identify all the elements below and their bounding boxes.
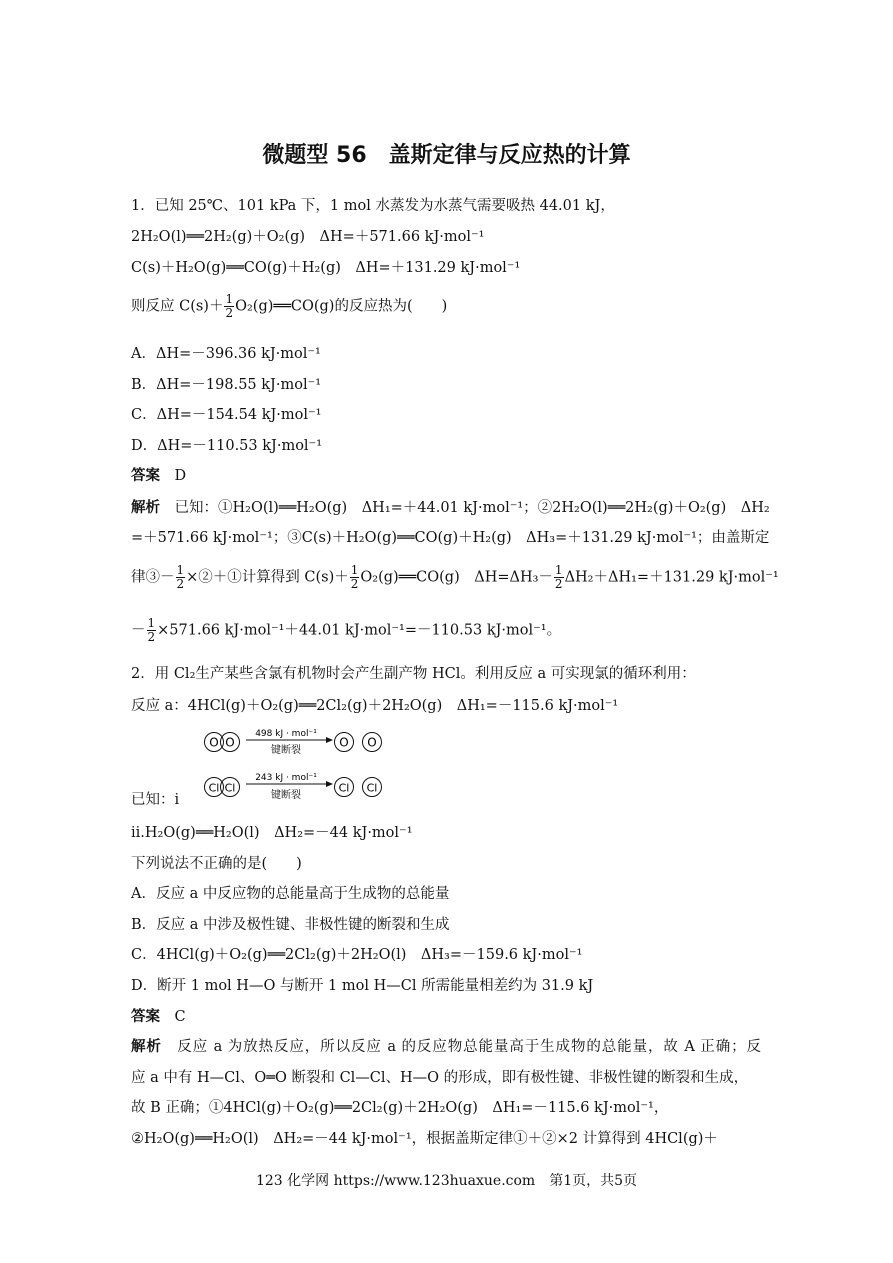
q2-reaction-a: 反应 a：4HCl(g)＋O₂(g)══2Cl₂(g)＋2H₂O(g) ΔH₁=－115.6 kJ·mol⁻¹	[131, 698, 619, 714]
q2-known-ii: ⅱ.H₂O(g)══H₂O(l) ΔH₂=－44 kJ·mol⁻¹	[131, 825, 413, 841]
q2-analysis-line-1: 解析 反应 a 为放热反应，所以反应 a 的反应物总能量高于生成物的总能量，故 A 正确；反	[131, 1038, 762, 1055]
page-footer: 123 化学网 https://www.123huaxue.com 第1页，共5页	[255, 1173, 638, 1189]
analysis-label: 解析	[131, 499, 160, 516]
q2-stem: 2．用 Cl₂生产某些含氯有机物时会产生副产物 HCl。利用反应 a 可实现氯的循环利用：	[131, 666, 696, 682]
q2-option-d: D．断开 1 mol H—O 与断开 1 mol H—Cl 所需能量相差约为 31.9 kJ	[131, 978, 594, 994]
q1-option-b: B．ΔH=－198.55 kJ·mol⁻¹	[131, 377, 322, 393]
q2-option-c: C．4HCl(g)＋O₂(g)══2Cl₂(g)＋2H₂O(l) ΔH₃=－159.6 kJ·mol⁻¹	[131, 947, 583, 963]
atom-o: O	[339, 735, 349, 750]
q1-stem: 1．已知 25℃、101 kPa 下，1 mol 水蒸发为水蒸气需要吸热 44.01 kJ，	[131, 198, 615, 214]
q2-analysis-line-3: 故 B 正确；①4HCl(g)＋O₂(g)══2Cl₂(g)＋2H₂O(g) ΔH₁=－115.6 kJ·mol⁻¹，	[131, 1100, 669, 1116]
q1-question-pre: 则反应 C(s)＋	[131, 298, 224, 315]
q1-answer	[131, 467, 186, 485]
q1-question	[131, 293, 447, 320]
answer-value: C	[174, 1009, 186, 1025]
arrow-right-icon	[326, 781, 333, 787]
bond-break-label: 键断裂	[271, 790, 301, 801]
q1-equation-1: 2H₂O(l)══2H₂(g)＋O₂(g) ΔH=＋571.66 kJ·mol⁻¹	[131, 229, 485, 245]
bond-breaking-diagram	[200, 725, 400, 807]
oxygen-atoms	[335, 733, 382, 752]
fraction-half: $\frac{1}{2}$	[176, 563, 185, 591]
atom-o: O	[209, 735, 219, 750]
answer-value: D	[174, 468, 187, 484]
atom-cl: Cl	[224, 781, 236, 795]
chlorine-atoms	[335, 778, 382, 797]
chlorine-molecule	[205, 778, 240, 797]
q2-option-b: B．反应 a 中涉及极性键、非极性键的断裂和生成	[131, 917, 450, 933]
q1-analysis-line-2: =＋571.66 kJ·mol⁻¹；③C(s)＋H₂O(g)══CO(g)＋H₂(g) ΔH₃=＋131.29 kJ·mol⁻¹；由盖斯定	[131, 530, 770, 546]
atom-o: O	[225, 735, 235, 750]
atom-cl: Cl	[338, 781, 350, 795]
q1-option-c: C．ΔH=－154.54 kJ·mol⁻¹	[131, 407, 322, 423]
atom-cl: Cl	[208, 781, 220, 795]
answer-label: 答案	[131, 1008, 160, 1025]
oxygen-molecule	[205, 733, 240, 752]
q2-known: 已知：ⅰ	[131, 792, 180, 808]
atom-cl: Cl	[366, 781, 378, 795]
q1-option-a: A．ΔH=－396.36 kJ·mol⁻¹	[131, 346, 321, 362]
q1-question-post: O₂(g)══CO(g)的反应热为( )	[235, 298, 448, 315]
bond-energy-clcl: 243 kJ · mol⁻¹	[255, 773, 317, 783]
q1-analysis-line-1: 解析 已知：①H₂O(l)══H₂O(g) ΔH₁=＋44.01 kJ·mol⁻¹；②2H₂O(l)══2H₂(g)＋O₂(g) ΔH₂	[131, 499, 770, 516]
q2-analysis-line-4: ②H₂O(g)══H₂O(l) ΔH₂=－44 kJ·mol⁻¹，根据盖斯定律①＋②×2 计算得到 4HCl(g)＋	[131, 1131, 718, 1147]
fraction-half: $\frac{1}{2}$	[147, 616, 156, 644]
q2-question: 下列说法不正确的是( )	[131, 856, 302, 872]
q2-option-a: A．反应 a 中反应物的总能量高于生成物的总能量	[131, 886, 450, 902]
q1-option-d: D．ΔH=－110.53 kJ·mol⁻¹	[131, 438, 323, 454]
answer-label: 答案	[131, 467, 160, 484]
q1-analysis-line-3: 律③－ $\frac{1}{2}$ ×②＋①计算得到 C(s)＋ $\frac{1}{2}$ O₂(g)══CO(g) ΔH=ΔH₃－ $\frac{1}{2}$ ΔH₂＋ΔH₁=＋131.29 kJ·mol⁻¹	[131, 563, 779, 591]
arrow-right-icon	[326, 737, 333, 743]
q1-analysis-line-4: － $\frac{1}{2}$ ×571.66 kJ·mol⁻¹＋44.01 kJ·mol⁻¹=－110.53 kJ·mol⁻¹。	[131, 616, 562, 644]
bond-energy-oo: 498 kJ · mol⁻¹	[255, 729, 317, 739]
bond-break-label: 键断裂	[271, 745, 301, 756]
q1-equation-2: C(s)＋H₂O(g)══CO(g)＋H₂(g) ΔH=＋131.29 kJ·mol⁻¹	[131, 260, 521, 276]
fraction-half: $\frac{1}{2}$	[350, 563, 359, 591]
fraction-half: $\frac{1}{2}$	[554, 563, 563, 591]
fraction-half: $\frac{1}{2}$	[225, 292, 234, 320]
q2-analysis-line-2: 应 a 中有 H—Cl、O═O 断裂和 Cl—Cl、H—O 的形成，即有极性键、非极性键的断裂和生成，	[131, 1070, 749, 1086]
atom-o: O	[367, 735, 377, 750]
analysis-label: 解析	[131, 1038, 162, 1055]
page-title: 微题型 56 盖斯定律与反应热的计算	[262, 143, 631, 168]
q2-answer	[131, 1008, 186, 1026]
